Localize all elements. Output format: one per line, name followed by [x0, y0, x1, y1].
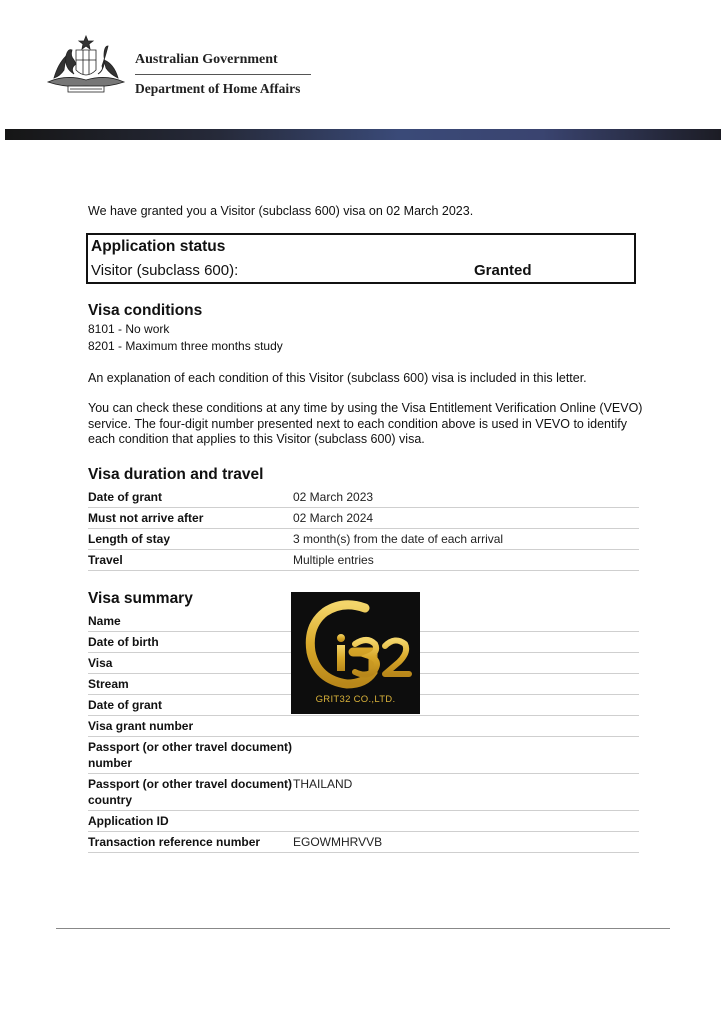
row-label: Passport (or other travel document) country [88, 777, 293, 807]
application-status-value: Granted [474, 262, 532, 279]
application-status-title: Application status [91, 238, 226, 255]
grit32-logo [291, 592, 420, 714]
logo-caption: GRIT32 CO.,LTD. [315, 694, 396, 705]
visa-summary-title: Visa summary [88, 590, 193, 607]
application-status-label: Visitor (subclass 600): [91, 262, 239, 279]
table-row [88, 529, 639, 550]
application-status-box [86, 233, 636, 284]
department-name: Department of Home Affairs [135, 81, 301, 96]
row-label: Date of birth [88, 635, 159, 649]
table-row [88, 716, 639, 737]
row-label: Application ID [88, 814, 169, 828]
conditions-explanation: An explanation of each condition of this Visitor (subclass 600) visa is included in this letter. [88, 371, 587, 385]
condition-8101: 8101 - No work [88, 322, 170, 336]
row-value: EGOWMHRVVB [293, 835, 383, 849]
row-label: Visa [88, 656, 113, 670]
row-value: 02 March 2024 [293, 511, 374, 525]
row-value: Multiple entries [293, 553, 374, 567]
row-label: Length of stay [88, 532, 171, 546]
row-label: Date of grant [88, 490, 163, 504]
row-value: THAILAND [293, 777, 353, 791]
table-row [88, 737, 639, 774]
table-row [88, 508, 639, 529]
row-label: Passport (or other travel document) number [88, 740, 293, 770]
visa-conditions-title: Visa conditions [88, 302, 203, 319]
row-value: 02 March 2023 [293, 490, 374, 504]
table-row [88, 774, 639, 811]
table-row [88, 550, 639, 571]
visa-duration-title: Visa duration and travel [88, 466, 264, 483]
table-row [88, 487, 639, 508]
table-row [88, 811, 639, 832]
header-band [5, 129, 721, 140]
row-label: Date of grant [88, 698, 163, 712]
row-label: Must not arrive after [88, 511, 204, 525]
government-name: Australian Government [135, 52, 278, 67]
vevo-paragraph: You can check these conditions at any time by using the Visa Entitlement Verification Online (VEVO) service. The four-digit number presented next to each condition above is used in VEVO to identify each condition that applies to this Visitor (subclass 600) visa. [88, 401, 643, 446]
row-value: 3 month(s) from the date of each arrival [293, 532, 504, 546]
row-label: Transaction reference number [88, 835, 261, 849]
government-heading [135, 52, 315, 97]
row-label: Travel [88, 553, 123, 567]
coat-of-arms-icon [44, 34, 128, 96]
row-label: Name [88, 614, 121, 628]
row-label: Visa grant number [88, 719, 194, 733]
visa-duration-table [88, 487, 639, 571]
row-label: Stream [88, 677, 129, 691]
condition-8201: 8201 - Maximum three months study [88, 339, 283, 353]
footer-divider [56, 928, 670, 929]
table-row [88, 832, 639, 853]
grant-intro: We have granted you a Visitor (subclass 600) visa on 02 March 2023. [88, 204, 474, 218]
header-divider [135, 74, 311, 75]
